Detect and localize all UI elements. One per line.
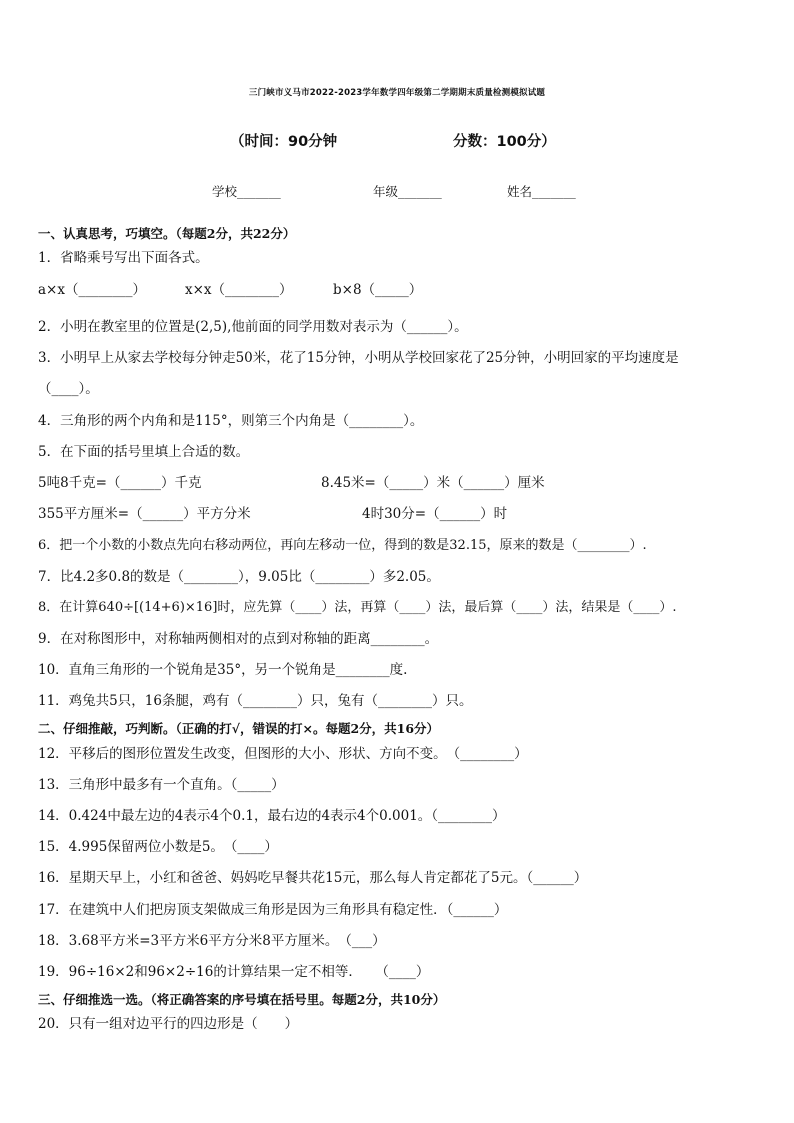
question-12: 12．平移后的图形位置发生改变，但图形的大小、形状、方向不变。 （________）: [38, 746, 528, 762]
question-1a: a×x（________）: [38, 282, 146, 298]
exam-time: （时间：90分钟: [230, 134, 338, 150]
question-11: 11．鸡兔共5只，16条腿，鸡有（________）只，兔有（________）只。: [38, 693, 473, 709]
name-field: 姓名_______: [507, 184, 576, 199]
question-3-line-1: 3．小明早上从家去学校每分钟走50米，花了15分钟，小明从学校回家花了25分钟，小明回家的平均速度是: [38, 350, 679, 366]
question-5d: 4时30分=（______）时: [362, 506, 508, 522]
question-5a: 5吨8千克=（______）千克: [38, 475, 202, 491]
question-1: 1．省略乘号写出下面各式。: [38, 250, 209, 266]
question-8: 8．在计算640÷[(14+6)×16]时，应先算（____）法，再算（____）法，最后算（____）法，结果是（____）.: [38, 600, 677, 615]
question-7: 7．比4.2多0.8的数是（________），9.05比（________）多2.05。: [38, 569, 440, 585]
question-17: 17．在建筑中人们把房顶支架做成三角形是因为三角形具有稳定性．（______）: [38, 902, 508, 918]
question-13: 13．三角形中最多有一个直角。（_____）: [38, 777, 285, 793]
question-16: 16．星期天早上，小红和爸爸、妈妈吃早餐共花15元，那么每人肯定都花了5元。（______）: [38, 870, 588, 886]
question-6: 6．把一个小数的小数点先向右移动两位，再向左移动一位，得到的数是32.15，原来的数是（________）.: [38, 538, 647, 553]
exam-title: 三门峡市义马市2022-2023学年数学四年级第二学期期末质量检测模拟试题: [248, 88, 546, 98]
section-2-heading: 二、仔细推敲，巧判断。（正确的打√，错误的打×。每题2分，共16分）: [38, 721, 440, 736]
question-5b: 8.45米=（_____）米（______）厘米: [321, 475, 545, 491]
question-20: 20．只有一组对边平行的四边形是（ ）: [38, 1016, 299, 1032]
question-9: 9．在对称图形中，对称轴两侧相对的点到对称轴的距离________。: [38, 631, 439, 647]
question-10: 10．直角三角形的一个锐角是35°，另一个锐角是________度.: [38, 662, 408, 678]
exam-score: 分数：100分）: [453, 134, 556, 150]
section-3-heading: 三、仔细推选一选。（将正确答案的序号填在括号里。每题2分，共10分）: [38, 992, 446, 1007]
grade-field: 年级_______: [373, 184, 442, 199]
question-18: 18．3.68平方米=3平方米6平方分米8平方厘米。 （___）: [38, 933, 386, 949]
section-1-heading: 一、认真思考，巧填空。（每题2分，共22分）: [38, 226, 296, 241]
question-3-line-2: （____）。: [38, 381, 99, 397]
question-19: 19．96÷16×2和96×2÷16的计算结果一定不相等． （____）: [38, 964, 430, 980]
question-5c: 355平方厘米=（______）平方分米: [38, 506, 251, 522]
question-1c: b×8（_____）: [333, 282, 423, 298]
question-5: 5．在下面的括号里填上合适的数。: [38, 444, 250, 460]
question-14: 14．0.424中最左边的4表示4个0.1，最右边的4表示4个0.001。（________）: [38, 808, 506, 824]
question-15: 15．4.995保留两位小数是5。 （____）: [38, 839, 278, 855]
question-1b: x×x（________）: [185, 282, 293, 298]
school-field: 学校_______: [212, 184, 281, 199]
question-2: 2．小明在教室里的位置是(2,5),他前面的同学用数对表示为（______）。: [38, 319, 468, 335]
question-4: 4．三角形的两个内角和是115°，则第三个内角是（________）。: [38, 413, 424, 429]
